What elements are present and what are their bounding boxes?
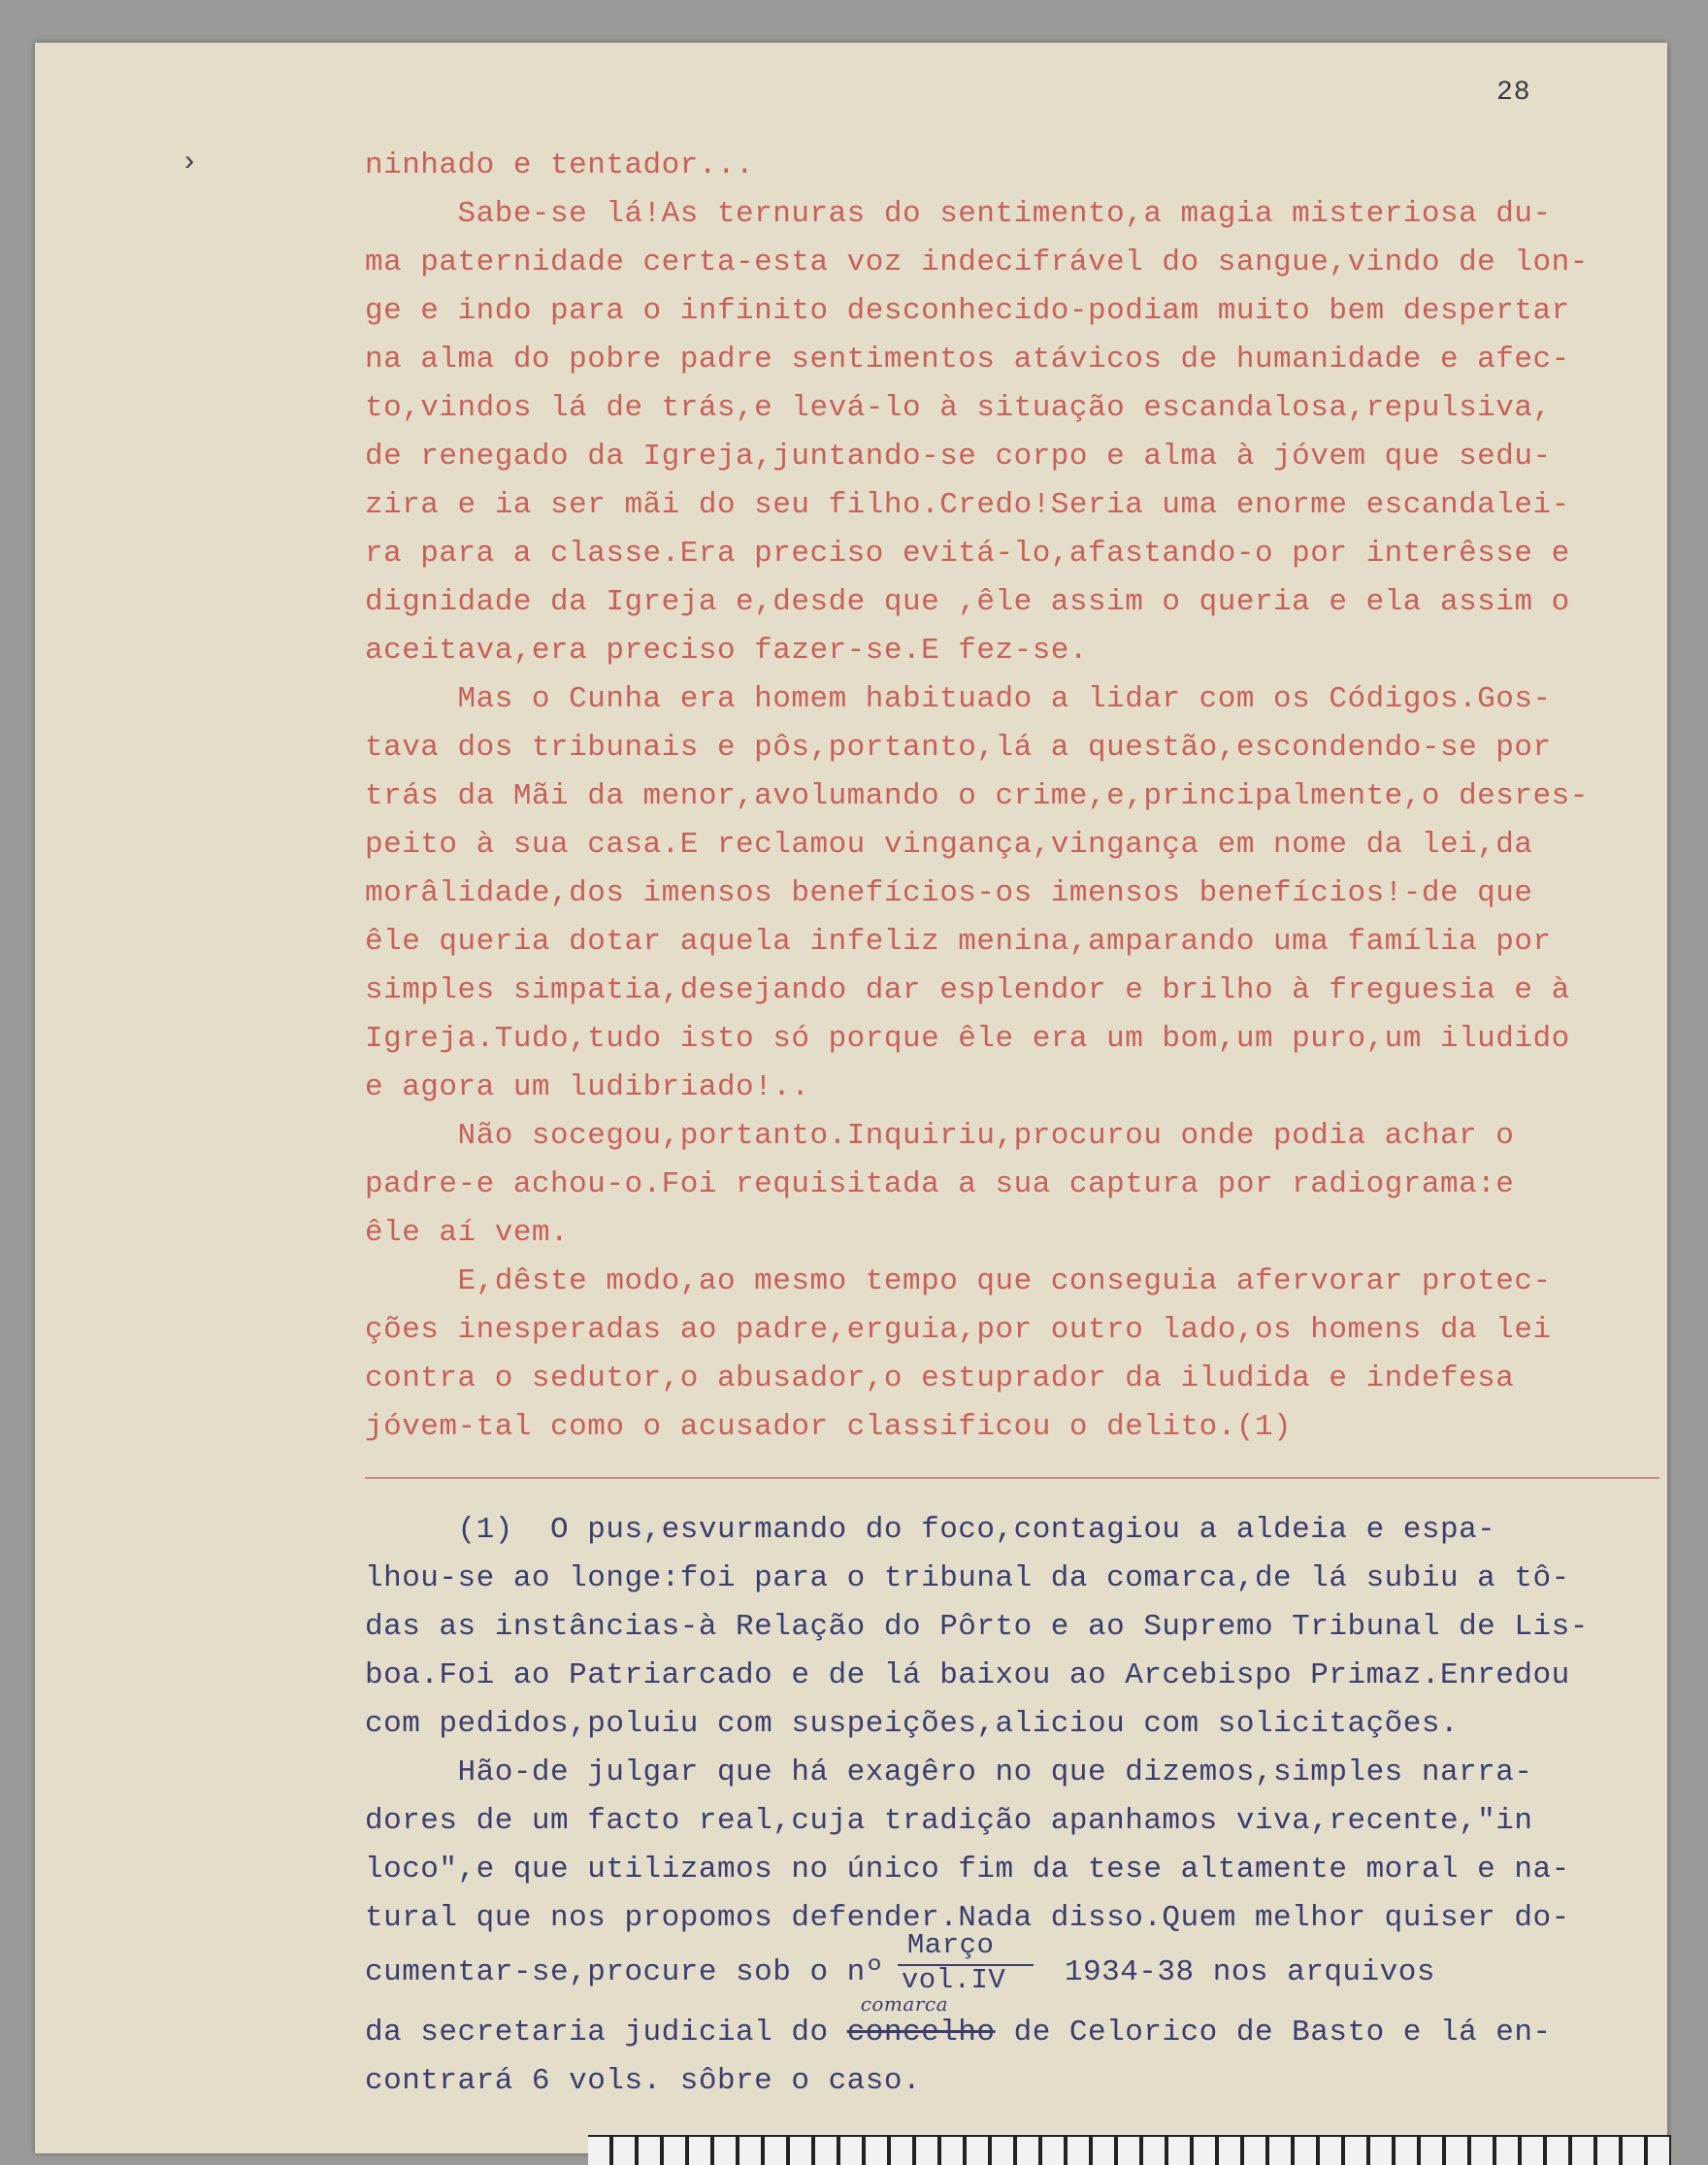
text-line: Sabe-se lá!As ternuras do sentimento,a magia misteriosa du- [365, 197, 1552, 231]
text-line: ma paternidade certa-esta voz indecifrável do sangue,vindo de lon- [365, 246, 1589, 279]
footnote-reference-line [365, 1929, 1671, 1996]
footnote-correction-line [365, 1992, 1671, 2057]
main-text-block [365, 142, 1671, 1452]
text-line: ra para a classe.Era preciso evitá-lo,afastando-o por interêsse e [365, 537, 1570, 571]
text-line: trás da Mãi da menor,avolumando o crime,e,principalmente,o desres- [365, 779, 1589, 813]
text-line: aceitava,era preciso fazer-se.E fez-se. [365, 634, 1089, 668]
text-line: ções inesperadas ao padre,erguia,por outro lado,os homens da lei [365, 1313, 1552, 1347]
footnote-block [365, 1506, 1671, 2106]
text-line: morâlidade,dos imensos benefícios-os imensos benefícios!-de que [365, 876, 1533, 910]
text-line: peito à sua casa.E reclamou vingança,vingança em nome da lei,da [365, 828, 1533, 862]
footnote-line: dores de um facto real,cuja tradição apanhamos viva,recente,"in [365, 1804, 1533, 1838]
handwritten-insertion: comarca [860, 1992, 949, 2016]
text-line: zira e ia ser mãi do seu filho.Credo!Seria uma enorme escandalei- [365, 488, 1570, 522]
footnote-final-line: contrará 6 vols. sôbre o caso. [365, 2064, 922, 2098]
footnote-line: lhou-se ao longe:foi para o tribunal da comarca,de lá subiu a tô- [365, 1561, 1570, 1595]
footnote-line: (1) O pus,esvurmando do foco,contagiou a aldeia e espa- [365, 1513, 1496, 1547]
text-line: e agora um ludibriado!.. [365, 1070, 810, 1104]
footnote-line: das as instâncias-à Relação do Pôrto e ao Supremo Tribunal de Lis- [365, 1610, 1589, 1644]
reference-line-end: 1934-38 nos arquivos [1064, 1955, 1435, 1990]
footnote-divider [365, 1477, 1659, 1479]
text-line: Não socegou,portanto.Inquiriu,procurou onde podia achar o [365, 1119, 1515, 1153]
text-line: ninhado e tentador... [365, 148, 755, 182]
text-line: Mas o Cunha era homem habituado a lidar com os Códigos.Gos- [365, 682, 1552, 716]
text-line: contra o sedutor,o abusador,o estuprador da iludida e indefesa [365, 1361, 1515, 1395]
text-line: tava dos tribunais e pôs,portanto,lá a questão,escondendo-se por [365, 731, 1552, 765]
footnote-line: boa.Foi ao Patriarcado e de lá baixou ao Arcebispo Primaz.Enredou [365, 1658, 1570, 1692]
text-line: simples simpatia,desejando dar esplendor e brilho à freguesia e à [365, 973, 1570, 1007]
correction-line-start: da secretaria judicial do [365, 2016, 829, 2050]
footnote-line: tural que nos propomos defender.Nada disso.Quem melhor quiser do- [365, 1901, 1570, 1935]
text-line: de renegado da Igreja,juntando-se corpo e alma à jóvem que sedu- [365, 440, 1552, 474]
text-line: to,vindos lá de trás,e levá-lo à situação escandalosa,repulsiva, [365, 391, 1552, 425]
footnote-line: com pedidos,poluiu com suspeições,aliciou com solicitações. [365, 1707, 1460, 1741]
footnote-line: Hão-de julgar que há exagêro no que dizemos,simples narra- [365, 1755, 1533, 1789]
text-line: Igreja.Tudo,tudo isto só porque êle era um bom,um puro,um iludido [365, 1022, 1570, 1056]
reference-line-start: cumentar-se,procure sob o nº [365, 1955, 884, 1990]
text-line: ge e indo para o infinito desconhecido-podiam muito bem despertar [365, 294, 1570, 328]
fraction-top: Março [906, 1929, 995, 1961]
text-line: dignidade da Igreja e,desde que ,êle assim o queria e ela assim o [365, 585, 1570, 619]
footnote-line: loco",e que utilizamos no único fim da tese altamente moral e na- [365, 1853, 1570, 1886]
text-line: êle queria dotar aquela infeliz menina,amparando uma família por [365, 925, 1552, 959]
correction-line-end: de Celorico de Basto e lá en- [1013, 2016, 1552, 2050]
scan-ruler [588, 2135, 1671, 2165]
text-line: êle aí vem. [365, 1216, 570, 1250]
text-line: E,dêste modo,ao mesmo tempo que conseguia afervorar protec- [365, 1264, 1552, 1298]
text-line: jóvem-tal como o acusador classificou o delito.(1) [365, 1410, 1293, 1444]
text-line: na alma do pobre padre sentimentos atávicos de humanidade e afec- [365, 343, 1570, 377]
struck-word: concelho [846, 2016, 996, 2050]
text-line: padre-e achou-o.Foi requisitada a sua captura por radiograma:e [365, 1167, 1515, 1201]
fraction-bottom: vol.IV [901, 1964, 1006, 1996]
margin-mark: › [181, 147, 199, 180]
page-number: 28 [1496, 78, 1531, 108]
